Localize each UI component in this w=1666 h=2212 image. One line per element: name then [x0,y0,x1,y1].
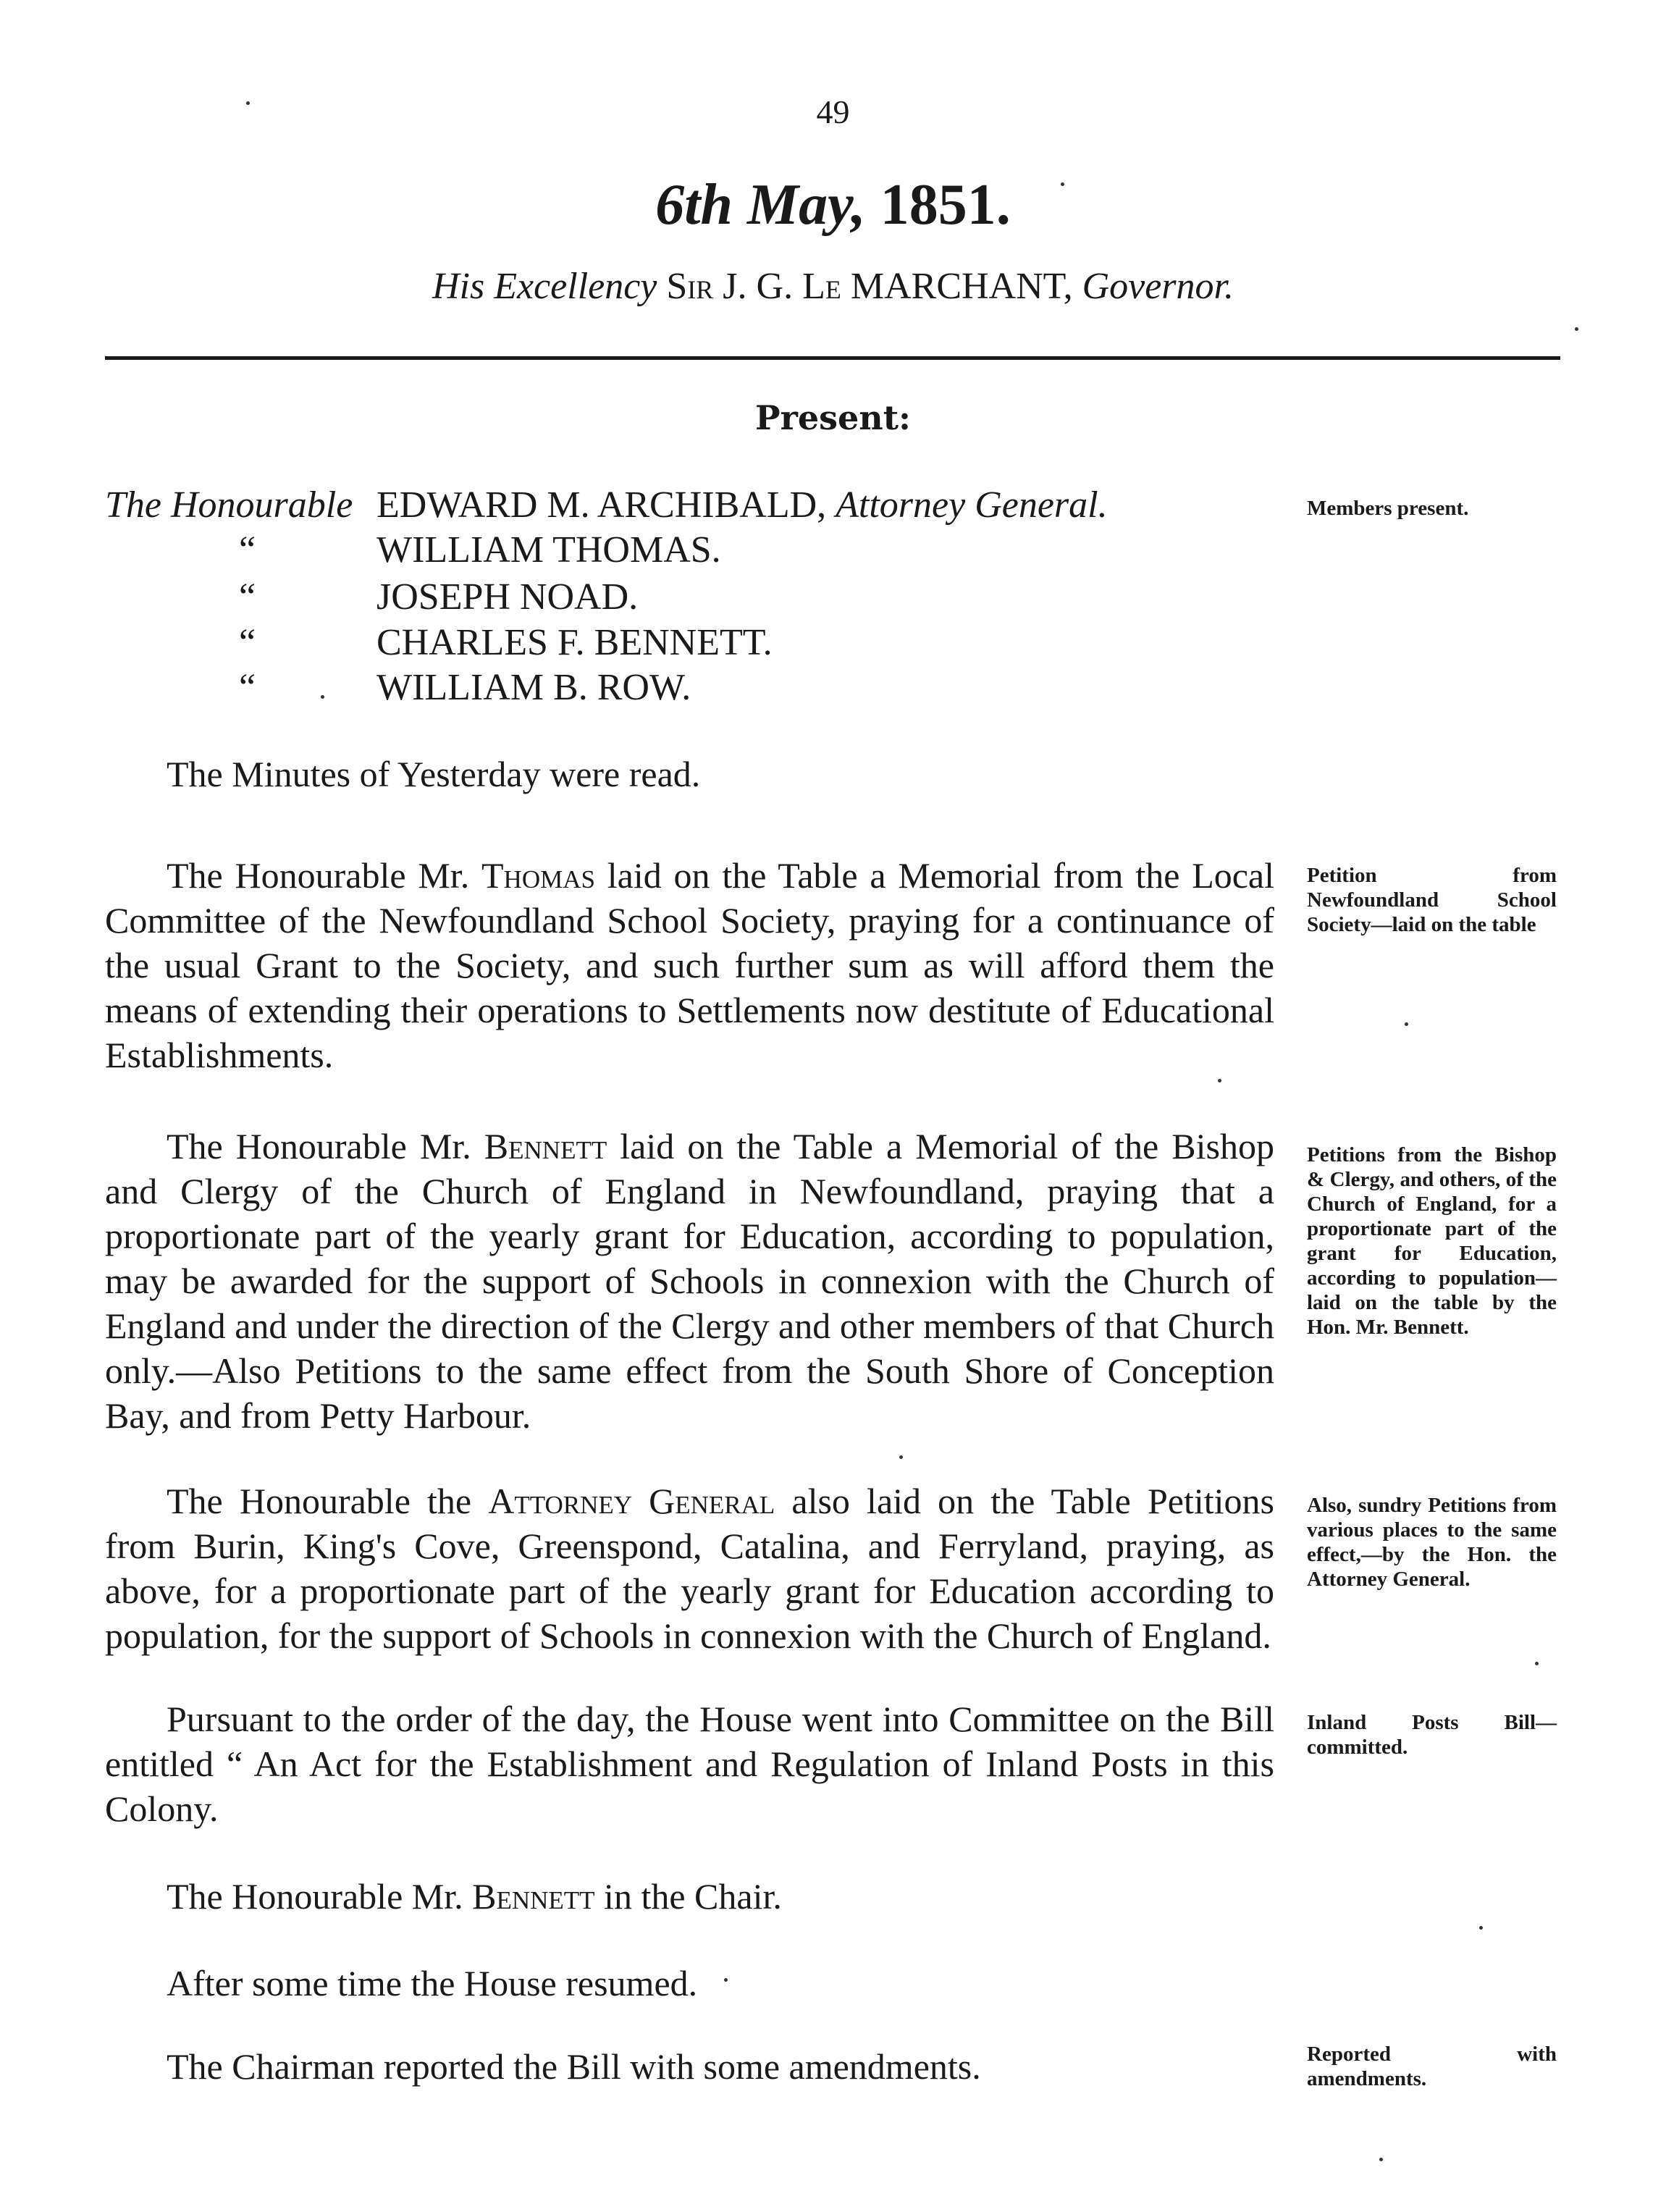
member-name: CHARLES F. BENNETT. [376,622,773,663]
margin-note-inland: Inland Posts Bill—committed. [1307,1711,1557,1759]
governor-line [0,265,1666,308]
header-rule [105,356,1560,360]
member-ditto: “ [239,529,256,571]
para-lead: The Honourable Mr. [167,1126,471,1166]
para-body: also laid on the Table Petitions from Burin, King's Cove, Greenspond, Catalina, and Ferryland, praying, as above, for a proportionate part of the yearly grant for Education according to population, for the support of Schools in connexion with the Church of England. [105,1481,1275,1656]
margin-note-reported: Reported with amendments. [1307,2043,1557,2090]
present-heading: Present: [755,398,911,437]
governor-title: Sir [666,266,714,307]
date-year: 1851. [880,173,1011,237]
scan-speck [321,695,324,699]
scan-speck [1575,327,1578,331]
member-ditto: “ [239,576,256,618]
scan-speck [1061,182,1064,186]
date-day: 6th [655,173,733,237]
scan-speck [1379,2158,1383,2161]
scan-speck [1479,1926,1483,1930]
date-month: May, [747,173,866,237]
house-resumed: After some time the House resumed. [167,1963,698,2003]
chair-line [167,1875,782,1917]
scan-speck [1535,1662,1539,1665]
minutes-read: The Minutes of Yesterday were read. [167,754,701,794]
member-name-text: EDWARD M. ARCHIBALD, [376,484,827,526]
para-body: laid on the Table a Memorial from the Local Committee of the Newfoundland School Society, praying for a continuance of the usual Grant to the Society, and such further sum as will afford them the means of extending their operations to Settlements now destitute of Educational Establishments. [105,855,1275,1075]
governor-role: Governor. [1082,266,1234,307]
member-ditto: “ [239,667,256,708]
para-lead: The Honourable Mr. [167,855,470,896]
chair-member: Bennett [472,1876,595,1917]
governor-surname-prefix: Le [802,266,841,307]
member-name: WILLIAM B. ROW. [376,667,691,708]
scan-speck [246,101,250,105]
para-member-name: Thomas [481,855,595,896]
scan-speck [724,1978,728,1982]
para-member-name: Bennett [484,1126,607,1166]
paragraph-bennett [105,1124,1274,1438]
governor-initials: J. G. [723,266,794,307]
scan-speck [899,1455,903,1459]
bill-reported: The Chairman reported the Bill with some amendments. [167,2046,981,2087]
scan-speck [1405,1022,1408,1026]
page-number: 49 [816,93,850,130]
margin-note-attorney: Also, sundry Petitions from various places to the same effect,—by the Hon. the Attorney General. [1307,1494,1557,1591]
governor-surname: MARCHANT, [850,266,1073,307]
governor-honorific: His Excellency [432,266,657,307]
member-row [105,484,353,526]
member-lead: The Honourable [105,484,353,526]
paragraph-attorney [105,1479,1274,1658]
margin-note-thomas: Petition from Newfoundland School Society—laid on the table [1307,864,1557,936]
member-office: Attorney General. [836,484,1108,526]
session-date [0,172,1666,238]
margin-note-members: Members present. [1307,497,1469,520]
margin-note-bennett: Petitions from the Bishop & Clergy, and others, of the Church of England, for a proportionate part of the grant for Education, according to population—laid on the table by the Hon. Mr. Bennett. [1307,1143,1557,1339]
para-member-name: Attorney General [488,1481,775,1521]
chair-tail: in the Chair. [604,1876,782,1917]
para-body: Pursuant to the order of the day, the House went into Committee on the Bill entitled “ An Act for the Establishment and Regulation of Inland Posts in this Colony. [105,1699,1274,1829]
member-name: JOSEPH NOAD. [376,576,639,618]
chair-lead: The Honourable Mr. [167,1876,463,1917]
para-lead: The Honourable the [167,1481,472,1521]
paragraph-thomas [105,853,1274,1077]
para-body: laid on the Table a Memorial of the Bishop and Clergy of the Church of England in Newfoundland, praying that a proportionate part of the yearly grant for Education, according to population, may be awarded for the support of Schools in connexion with the Church of England and under the direction of the Clergy and other members of that Church only.—Also Petitions to the same effect from the South Shore of Conception Bay, and from Petty Harbour. [105,1126,1275,1436]
member-name [376,484,1108,526]
scan-speck [1218,1079,1221,1082]
member-ditto: “ [239,622,256,663]
member-name: WILLIAM THOMAS. [376,529,721,571]
paragraph-inland-posts [105,1696,1274,1831]
